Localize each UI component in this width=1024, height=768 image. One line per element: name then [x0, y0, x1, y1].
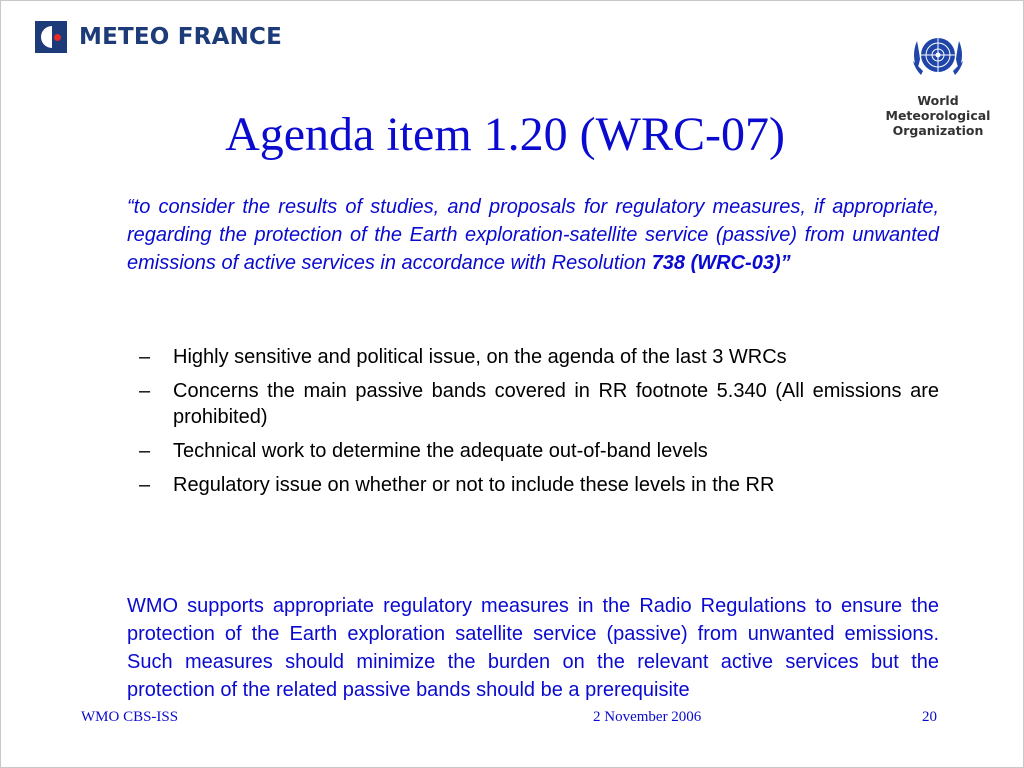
meteo-france-logo — [35, 21, 282, 53]
meteo-france-emblem-icon — [35, 21, 67, 53]
list-item — [139, 378, 939, 430]
wmo-name-line-2: Meteorological — [885, 108, 991, 123]
agenda-quote-text: “to consider the results of studies, and proposals for regulatory measures, if appropriate, regarding the protection of the Earth exploration-satellite service (passive) from unwanted emissions of active services in accordance with Resolution — [127, 196, 939, 274]
list-item-text: Highly sensitive and political issue, on the agenda of the last 3 WRCs — [173, 346, 787, 368]
wmo-statement: WMO supports appropriate regulatory measures in the Radio Regulations to ensure the protection of the Earth exploration satellite service (passive) from unwanted emissions. Such measures should minimize the burden on the relevant active services but the protection of the related passive bands should be a prerequisite — [127, 595, 939, 701]
bullet-dash: – — [139, 380, 151, 402]
agenda-quote-resolution: 738 (WRC-03)” — [651, 252, 791, 274]
page-number: 20 — [922, 709, 937, 725]
slide-title: Agenda item 1.20 (WRC-07) — [225, 108, 785, 161]
bullet-dash: – — [139, 346, 151, 368]
bullet-list — [139, 344, 939, 506]
agenda-quote — [127, 193, 939, 277]
list-item-text: Regulatory issue on whether or not to include these levels in the RR — [173, 474, 775, 496]
meteo-france-wordmark: METEO FRANCE — [79, 24, 283, 50]
list-item — [139, 438, 939, 464]
list-item — [139, 344, 939, 370]
bullet-dash: – — [139, 440, 151, 462]
wmo-name-line-1: World — [917, 93, 959, 108]
list-item-text: Technical work to determine the adequate out-of-band levels — [173, 440, 708, 462]
list-item — [139, 472, 939, 498]
list-item-text: Concerns the main passive bands covered in RR footnote 5.340 (All emissions are prohibited) — [173, 380, 939, 428]
footer-date: 2 November 2006 — [593, 709, 702, 725]
wmo-emblem-icon — [907, 25, 969, 87]
wmo-name-line-3: Organization — [892, 123, 984, 138]
bullet-dash: – — [139, 474, 151, 496]
footer-event: WMO CBS-ISS — [81, 709, 179, 725]
